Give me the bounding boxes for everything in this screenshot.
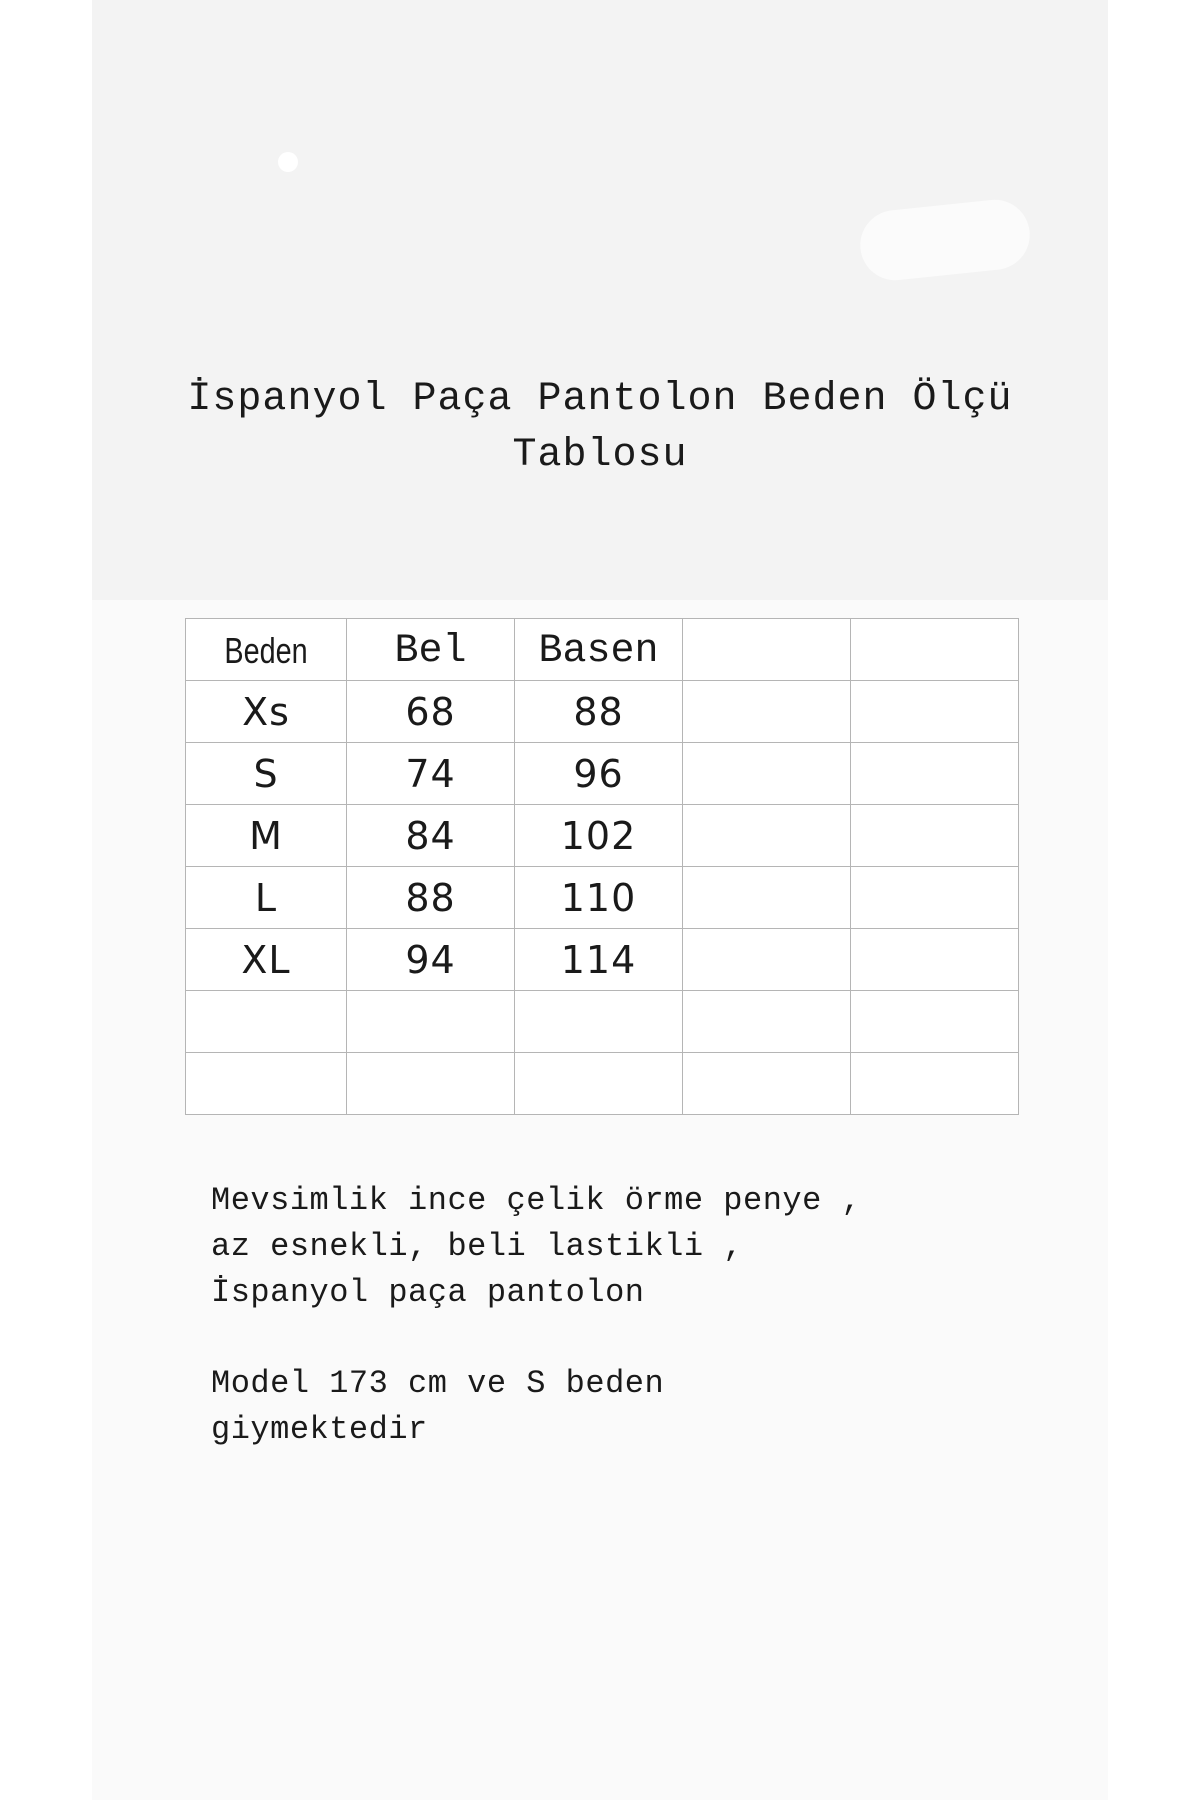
table-row	[186, 929, 1019, 991]
table-cell	[347, 1053, 515, 1115]
table-cell	[851, 991, 1019, 1053]
table-header-cell: Bel	[347, 619, 515, 681]
table-row	[186, 681, 1019, 743]
description-line-3: İspanyol paça pantolon	[211, 1274, 645, 1311]
table-cell-size: L	[186, 867, 347, 929]
table-cell-basen: 102	[515, 805, 683, 867]
table-cell-bel: 74	[347, 743, 515, 805]
table-cell	[683, 743, 851, 805]
table-cell	[347, 991, 515, 1053]
description-line-1: Mevsimlik ince çelik örme penye ,	[211, 1182, 862, 1219]
product-description	[211, 1178, 1071, 1316]
page-title-line-1: İspanyol Paça Pantolon Beden Ölçü	[187, 377, 1013, 422]
header-band	[92, 0, 1108, 600]
table-cell-size: M	[186, 805, 347, 867]
table-cell-size: Xs	[186, 681, 347, 743]
table-cell-basen: 88	[515, 681, 683, 743]
table-cell	[683, 991, 851, 1053]
table-row-empty	[186, 1053, 1019, 1115]
table-cell	[851, 681, 1019, 743]
table-cell	[851, 743, 1019, 805]
table-cell	[186, 1053, 347, 1115]
table-header-row	[186, 619, 1019, 681]
table-row	[186, 805, 1019, 867]
table-cell-basen: 96	[515, 743, 683, 805]
page-title-line-2: Tablosu	[512, 433, 688, 478]
table-cell-basen: 114	[515, 929, 683, 991]
table-cell	[851, 929, 1019, 991]
table-cell	[851, 1053, 1019, 1115]
table-cell	[683, 1053, 851, 1115]
table-cell-bel: 94	[347, 929, 515, 991]
table-cell	[515, 991, 683, 1053]
table-header-cell: Beden	[186, 619, 347, 681]
page-title	[150, 372, 1050, 484]
table-cell	[683, 867, 851, 929]
table-header-cell: Basen	[515, 619, 683, 681]
table-header-cell	[683, 619, 851, 681]
model-note-line-1: Model 173 cm ve S beden	[211, 1365, 665, 1402]
table-cell-bel: 84	[347, 805, 515, 867]
table-cell	[186, 991, 347, 1053]
table-cell-bel: 68	[347, 681, 515, 743]
table-cell	[515, 1053, 683, 1115]
table-cell	[683, 805, 851, 867]
table-cell	[683, 681, 851, 743]
model-note-line-2: giymektedir	[211, 1411, 428, 1448]
decorative-dot	[278, 152, 298, 172]
table-row-empty	[186, 991, 1019, 1053]
table-cell-size: XL	[186, 929, 347, 991]
table-cell-bel: 88	[347, 867, 515, 929]
table-cell	[683, 929, 851, 991]
table-row	[186, 867, 1019, 929]
table-cell	[851, 867, 1019, 929]
size-chart-table	[185, 618, 1019, 1115]
table-cell-basen: 110	[515, 867, 683, 929]
table-header-cell	[851, 619, 1019, 681]
table-cell	[851, 805, 1019, 867]
model-note	[211, 1361, 1071, 1453]
table-row	[186, 743, 1019, 805]
table-cell-size: S	[186, 743, 347, 805]
description-line-2: az esnekli, beli lastikli ,	[211, 1228, 743, 1265]
